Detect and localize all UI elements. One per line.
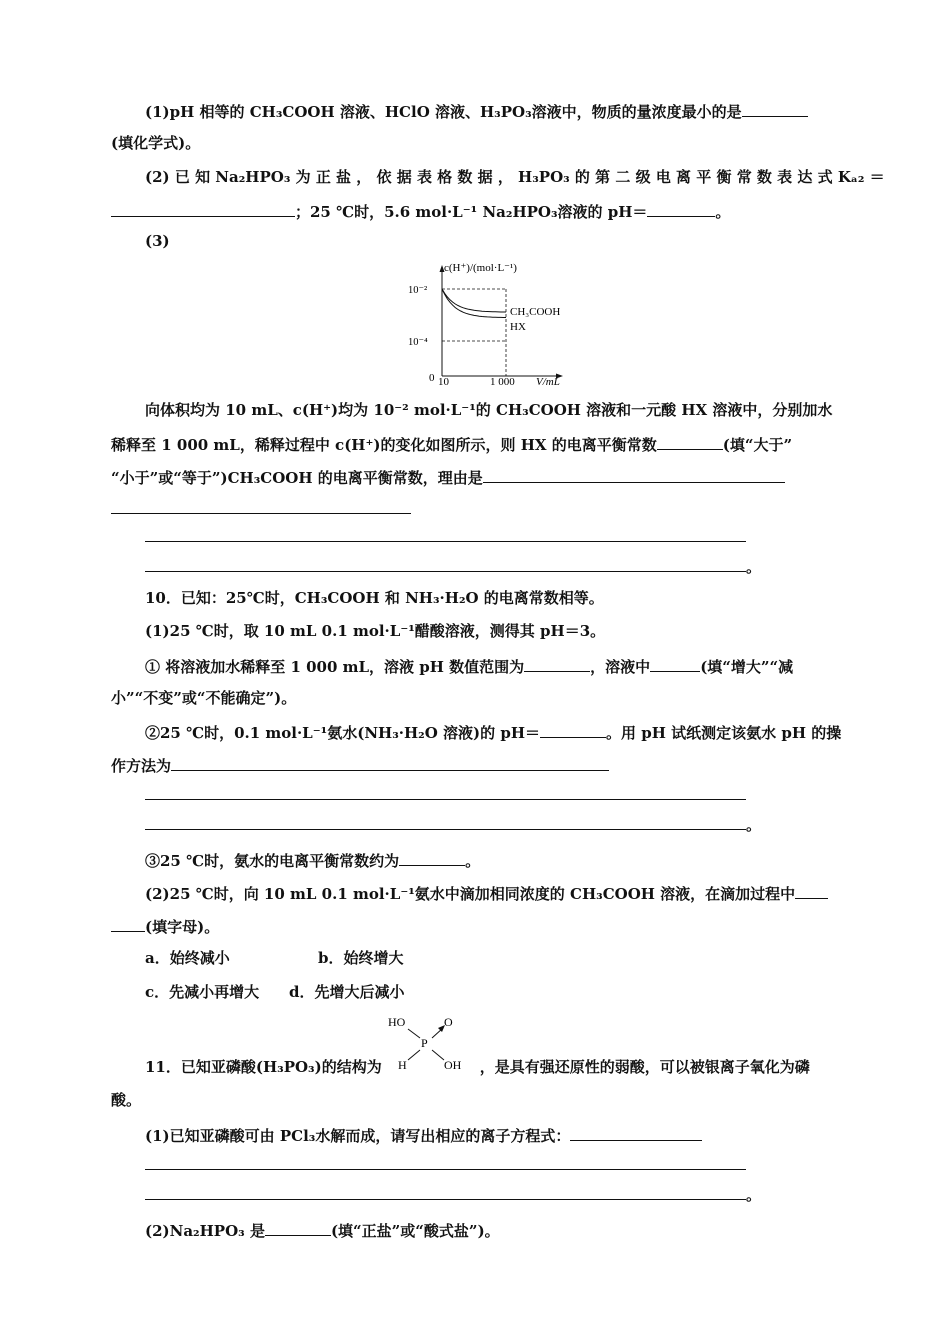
q9-part3-line2 xyxy=(111,433,792,455)
q10-title: 10．已知：25℃时，CH₃COOH 和 NH₃·H₂O 的电离常数相等。 xyxy=(145,589,604,607)
q10-option-c[interactable]: c．先减小再增大 xyxy=(145,983,260,1001)
q10-ph-range-blank[interactable] xyxy=(524,655,590,672)
q11-intro-line2: 酸。 xyxy=(111,1091,142,1109)
q11-part2-hint: (填“正盐”或“酸式盐”)。 xyxy=(330,1222,500,1240)
q10-sub2-text3: 作方法为 xyxy=(111,757,172,775)
q10-sub1-line1 xyxy=(145,655,793,677)
q9-reason-line-3[interactable] xyxy=(145,541,746,542)
q9-part2-line1: (2) 已 知 Na₂HPO₃ 为 正 盐 ， 依 据 表 格 数 据 ， H₃PO₃ 的 第 二 级 电 离 平 衡 常 数 表 达 式 Kₐ₂ ＝ xyxy=(145,168,885,186)
struct-oh: OH xyxy=(444,1058,462,1072)
q10-option-b[interactable]: b．始终增大 xyxy=(318,949,404,967)
q9-reason-answer-blank[interactable] xyxy=(483,466,785,483)
q11-equation-period: 。 xyxy=(746,1186,762,1204)
series-label-ch3cooh: CH₃COOH xyxy=(510,306,561,318)
q10-part2-blank-b[interactable] xyxy=(111,915,145,932)
q10-method-period: 。 xyxy=(746,816,762,834)
q10-sub2-text: ②25 ℃时，0.1 mol·L⁻¹氨水(NH₃·H₂O 溶液)的 pH＝ xyxy=(145,724,541,742)
series-line-ch3cooh xyxy=(442,289,506,312)
q10-sub3-text: ③25 ℃时，氨水的电离平衡常数约为 xyxy=(145,852,400,870)
chart-ytick-top: 10⁻² xyxy=(408,285,428,296)
q11-equation-line-2[interactable] xyxy=(145,1169,746,1170)
q9-part1-text: (1)pH 相等的 CH₃COOH 溶液、HClO 溶液、H₃PO₃溶液中，物质的量浓度最小的是 xyxy=(145,103,742,121)
series-label-hx: HX xyxy=(510,321,526,333)
q9-part2-period: 。 xyxy=(715,203,731,221)
struct-o: O xyxy=(444,1015,453,1029)
q10-kb-blank[interactable] xyxy=(399,849,465,866)
q10-ammonia-ph-blank[interactable] xyxy=(540,721,606,738)
struct-ho: HO xyxy=(388,1015,406,1029)
q9-part2-line2 xyxy=(111,200,730,222)
q9-part3-text3: “小于”或“等于”)CH₃COOH 的电离平衡常数，理由是 xyxy=(111,469,483,487)
q11-intro-text-a: 11．已知亚磷酸(H₃PO₃)的结构为 xyxy=(145,1058,382,1076)
q10-sub1-line2: 小”“不变”或“不能确定”)。 xyxy=(111,689,297,707)
q10-sub2-line1 xyxy=(145,721,841,743)
chart-xtick-1000: 1 000 xyxy=(490,376,515,388)
chart-origin-label: 0 xyxy=(429,372,435,384)
q10-method-blank[interactable] xyxy=(171,754,609,771)
q10-method-line-3[interactable] xyxy=(145,829,746,830)
q11-salt-type-blank[interactable] xyxy=(265,1219,331,1236)
q9-compare-answer-blank[interactable] xyxy=(657,433,723,450)
struct-h: H xyxy=(398,1058,407,1072)
q11-part2-text: (2)Na₂HPO₃ 是 xyxy=(145,1222,265,1240)
q11-part2 xyxy=(145,1219,500,1241)
q9-part3-label: (3) xyxy=(145,232,170,250)
q9-part3-text2: 稀释至 1 000 mL，稀释过程中 c(H⁺)的变化如图所示，则 HX 的电离平衡常数 xyxy=(111,436,657,454)
dilution-chart xyxy=(400,256,600,392)
q10-part1: (1)25 ℃时，取 10 mL 0.1 mol·L⁻¹醋酸溶液，测得其 pH＝3。 xyxy=(145,622,606,640)
series-line-hx xyxy=(442,289,506,318)
q10-sub3 xyxy=(145,849,480,871)
q11-part1-text: (1)已知亚磷酸可由 PCl₃水解而成，请写出相应的离子方程式： xyxy=(145,1127,571,1145)
q9-part1-answer-blank[interactable] xyxy=(742,100,808,117)
q10-option-a[interactable]: a．始终减小 xyxy=(145,949,230,967)
q11-part1-line1 xyxy=(145,1124,702,1146)
struct-p: P xyxy=(421,1036,428,1050)
q10-part2-line1 xyxy=(145,882,828,904)
q10-part2-text: (2)25 ℃时，向 10 mL 0.1 mol·L⁻¹氨水中滴加相同浓度的 CH₃COOH 溶液，在滴加过程中 xyxy=(145,885,796,903)
q10-sub3-period: 。 xyxy=(465,852,481,870)
q10-part2-line2 xyxy=(111,915,219,937)
q10-sub2-line2 xyxy=(111,754,609,776)
q10-sub2-text2: 。用 pH 试纸测定该氨水 pH 的操 xyxy=(606,724,842,742)
q10-method-line-2[interactable] xyxy=(145,799,746,800)
q10-sub1-text: ① 将溶液加水稀释至 1 000 mL，溶液 pH 数值范围为 xyxy=(145,658,525,676)
chart-xtick-10: 10 xyxy=(438,376,449,388)
q9-part3-line1: 向体积均为 10 mL、c(H⁺)均为 10⁻² mol·L⁻¹的 CH₃COOH 溶液和一元酸 HX 溶液中，分别加水 xyxy=(145,401,833,419)
q11-equation-line-3[interactable] xyxy=(145,1199,746,1200)
q9-reason-line-2[interactable] xyxy=(111,513,411,514)
q10-part2-blank-a[interactable] xyxy=(795,882,828,899)
q9-reason-period: 。 xyxy=(746,558,762,576)
q10-change-blank[interactable] xyxy=(650,655,700,672)
q9-reason-line-4[interactable] xyxy=(145,571,746,572)
chart-ytick-bottom: 10⁻⁴ xyxy=(408,337,428,348)
q10-part2-hint: (填字母)。 xyxy=(145,918,220,936)
q9-part3-fill-hint: (填“大于” xyxy=(722,436,793,454)
q9-part2-text: ；25 ℃时，5.6 mol·L⁻¹ Na₂HPO₃溶液的 pH＝ xyxy=(295,203,648,221)
q11-intro-text-b: ，是具有强还原性的弱酸，可以被银离子氧化为磷 xyxy=(479,1058,810,1076)
q9-ph-answer-blank[interactable] xyxy=(647,200,715,217)
q9-part1-line2: (填化学式)。 xyxy=(111,134,201,152)
q11-equation-blank[interactable] xyxy=(570,1124,702,1141)
q9-part3-line3 xyxy=(111,466,785,488)
q11-intro-line1 xyxy=(145,1057,810,1077)
chart-y-label: c(H⁺)/(mol·L⁻¹) xyxy=(444,262,517,274)
q10-option-d[interactable]: d．先增大后减小 xyxy=(289,983,405,1001)
q9-part1-line1 xyxy=(145,100,808,122)
q10-sub1-text2: ，溶液中 xyxy=(590,658,651,676)
q9-ka2-answer-blank[interactable] xyxy=(111,200,295,217)
chart-x-label: V/mL xyxy=(536,376,560,388)
q10-sub1-hint: (填“增大”“减 xyxy=(700,658,794,676)
